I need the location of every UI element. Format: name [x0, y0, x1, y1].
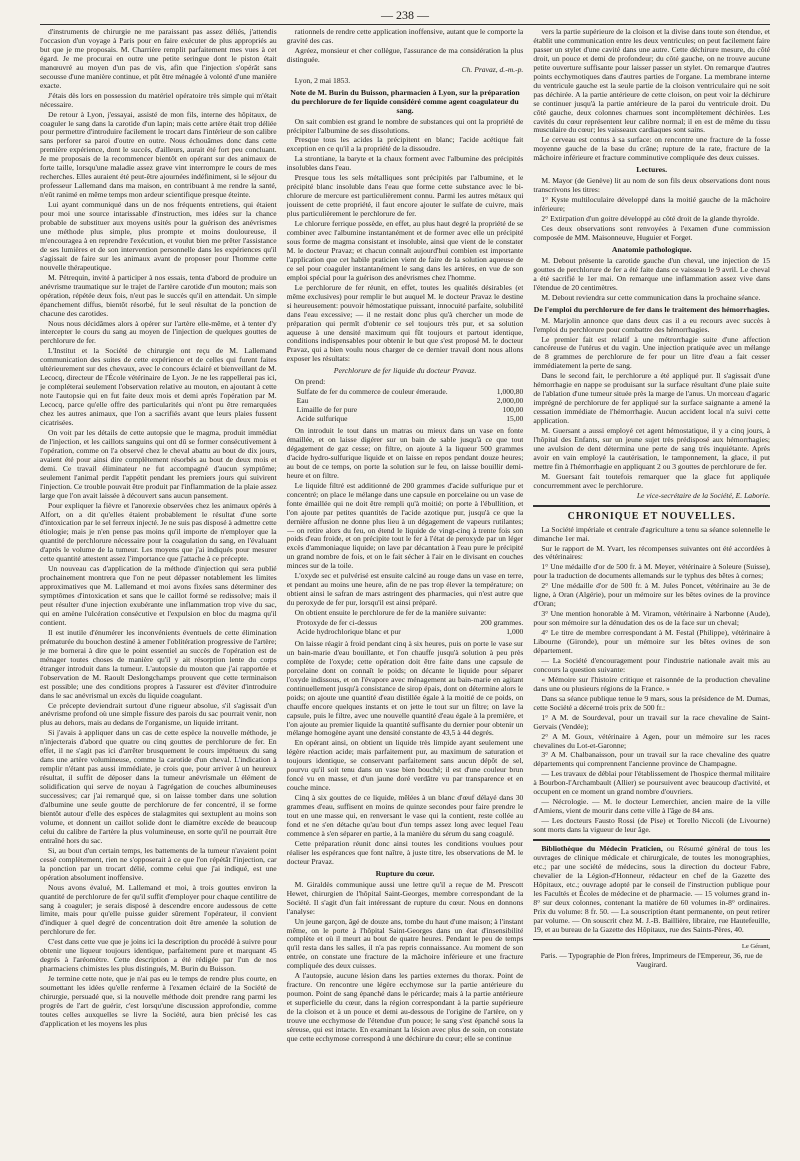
recipe-quantity: 100,00	[502, 405, 524, 415]
process-paragraph: On laisse réagir à froid pendant cinq à six heures, puis on porte le vase sur un bain-marie d'eau bouillante, et l'on chauffe jusqu'à solution à peu près complète de l'oxyde; cette opération doit être faite dans une capsule de porcelaine dont on connaît le poids; on décante le liquide pour séparer l'oxyde indissous, et on l'évapore avec ménagement au bain-marie en agitant continuellement jusqu'à consistance de sirop épais, dont on détermine alors le poids; on ajoute une quantité d'eau distillée égale à la moitié de ce poids, on chauffe encore quelques instants et on jette le tout sur un filtre; on lave la capsule, puis le filtre, avec une nouvelle quantité d'eau égale à la première, et l'on ajoute au premier liquide la quantité suffisante du dernier pour obtenir un mélange homogène ayant une densité constante de 43,5 à 44 degrés.	[286, 638, 524, 738]
gerant-label: Le Gérant,	[741, 942, 771, 950]
chronique-paragraph: 2° A M. Goux, vétérinaire à Agen, pour un mémoire sur les races chevalines du Lot-et-Garonne;	[533, 731, 771, 750]
chronique-paragraph: La Société impériale et centrale d'agriculture a tenu sa séance solennelle le dimanche 1er mai.	[533, 524, 771, 543]
lectures-heading: Lectures.	[636, 165, 668, 175]
recipe-quantity: 1,000	[506, 627, 524, 636]
letter-closing: Agréez, monsieur et cher collègue, l'assurance de ma considération la plus distinguée.	[286, 45, 524, 64]
chronique-paragraph: « Mémoire sur l'histoire critique et raisonnée de la production chevaline dans une ou plusieurs régions de la France. »	[533, 674, 771, 693]
note-paragraph: Presque tous les acides la précipitent en blanc; l'acide acétique fait exception en ce qu'il a la propriété de la dissoudre.	[286, 135, 524, 154]
recipe-list-2	[287, 619, 524, 637]
perchlorure-paragraph: M. Marjolin annonce que dans deux cas il a eu recours avec succès à l'emploi du perchlorure pour combattre des hémorrhagies.	[533, 315, 771, 334]
recipe-list	[287, 388, 524, 424]
bibliotheque-title: Bibliothèque du Médecin Praticien,	[541, 844, 663, 854]
recipe-intro: On prend:	[294, 377, 326, 387]
note-paragraph: Presque tous les sels métalliques sont précipités par l'albumine, et le précipité blanc insoluble dans l'eau que forme cette substance avec le bi-chlorure de mercure est particulièrement connu. Parmi les autres métaux qui jouissent de cette propriété, il faut encore ajouter le sulfate de cuivre, mais plus particulièrement le perchlorure de fer.	[286, 173, 524, 219]
recipe-item: Sulfate de fer du commerce de couleur émeraude.	[296, 387, 448, 397]
section-divider	[533, 839, 770, 841]
article-paragraph: M. Pétrequin, invité à participer à nos essais, tenta d'abord de produire un anévrisme traumatique sur le trajet de l'artère carotide d'un mouton; mais son opération, répétée deux fois, n'eut pas le succès qu'il en attendait. Un simple épanchement diffus, bientôt résorbé, fut le seul résultat de la ponction de chacune des carotides.	[40, 272, 277, 318]
perchlorure-paragraph: M. Guersant fait toutefois remarquer que la glace fut appliquée concurremment avec le perchlorure.	[533, 471, 771, 490]
rupture-paragraph: A l'autopsie, aucune lésion dans les parties externes du thorax. Point de fracture. On rencontre une légère ecchymose sur la partie antérieure du poumon. Point de sang épanché dans le péricarde; mais à la partie antérieure et superficielle du cœur, dans la région correspondant à la partie supérieure de la cloison et à un pouce et demi au-dessous de l'origine de l'artère, on y trouve une ecchymose de l'étendue d'un pouce; le sang s'est épanché sous la séreuse, qui est intacte. En examinant la lésion avec plus de soin, on constate que cette ecchymose correspond à une déchirure du cœur; elle se continue	[286, 971, 524, 1043]
right-intro-paragraphs	[533, 28, 770, 163]
columns	[40, 28, 770, 1150]
article-paragraph: Nous nous décidâmes alors à opérer sur l'artère elle-même, et à tenter d'y intercepter le cours du sang au moyen de l'injection de quelques gouttes de perchlorure de fer.	[40, 318, 277, 346]
recipe-quantity: 2,000,00	[496, 396, 524, 406]
recipe-quantity: 200 grammes.	[480, 618, 524, 628]
rupture-paragraphs	[287, 881, 524, 1044]
imprint-text: Paris. — Typographie de Plon frères, Imprimeurs de l'Empereur, 36, rue de Vaugirard.	[540, 950, 763, 969]
process-paragraph: Cinq à six gouttes de ce liquide, mêlées à un blanc d'œuf délayé dans 30 grammes d'eau, suffisent en moins de quinze secondes pour faire prendre le tout en une masse qui, en renversant le vase qui la contient, reste collée au fond et ne s'en détache qu'au bout d'un temps assez long avec lequel l'eau commence à s'en séparer en partie, à la manière du sérum du sang coagulé.	[286, 793, 524, 838]
chronique-paragraph: — Les travaux de déblai pour l'établissement de l'hospice thermal militaire à Bourbon-l'Archambault (Allier) se poursuivent avec beaucoup d'activité, et occupent en ce moment un grand nombre d'ouvriers.	[533, 769, 771, 797]
perchlorure-paragraph: Dans le second fait, le perchlorure a été appliqué pur. Il s'agissait d'une hémorrhagie en nappe se produisant sur la surface résultant d'une plaie suite de l'ablation d'une tumeur située près la marge de l'anus. Un morceau d'agaric imprégné de perchlorure de fer appliqué sur la surface saignante a amené la cessation immédiate de l'hémorrhagie. Aucun accident local n'a suivi cette application.	[533, 371, 771, 426]
article-paragraph: Si j'avais à appliquer dans un cas de cette espèce la nouvelle méthode, je n'injecterais d'abord que quatre ou cinq gouttes de perchlorure de fer. En effet, il ne s'agit pas ici d'arrêter brusquement le cours impétueux du sang dans une artère volumineuse, comme la carotide d'un cheval. L'indication à remplir n'étant pas aussi immédiate, je crois que, pour arriver à un heureux résultat, il suffit de déposer dans la tumeur anévrismale un élément de solidification qui serve de noyau à l'agrégation de couches albumineuses successives; car j'ai remarqué que, si on laisse tomber dans une solution d'albumine une seule goutte de perchlorure de fer concentré, il se forme bientôt autour d'elle des espèces de stalagmites qui sextuplent au moins son volume, et donnent un caillot solide dont le diamètre excède de beaucoup celui du calibre de l'artère la plus volumineuse, en sorte qu'il ne pourrait être entraîné hors du sac.	[40, 728, 277, 845]
rupture-continuation-paragraph: Le cerveau est contus à sa surface: on rencontre une fracture de la fosse moyenne gauche de la base du crâne; rupture de la rate, fracture de la mâchoire inférieure et fracture comminutive compliquée des deux cuisses.	[533, 135, 771, 163]
process-paragraph: En opérant ainsi, on obtient un liquide très limpide ayant seulement une légère réaction acide; mais parfaitement pur, au maximum de saturation et toujours identique, se conservant parfaitement sans aucun dépôt de sel, pourvu qu'il soit tenu dans un vase bien bouché; il est d'une couleur brun foncé vu en masse, et d'un jaune doré verdâtre vu par transparence et en couche mince.	[286, 738, 524, 793]
process-paragraph: On introduit le tout dans un matras ou mieux dans un vase en fonte émaillée, et on laisse digérer sur un bain de sable jusqu'à ce que tout dégagement de gaz cesse; on filtre, on ajoute à la liqueur 500 grammes d'acide hydro-sulfurique liquide et on laisse en repos pendant douze heures; au bout de ce temps, on porte la solution sur le feu, on laisse bouillir demi-heure et on filtre.	[286, 426, 524, 480]
recipe-item: Acide sulfurique	[296, 414, 348, 424]
process-paragraph: Cette préparation réunit donc ainsi toutes les conditions voulues pour réaliser les espérances que font naître, à juste titre, les observations de M. le docteur Pravaz.	[286, 838, 524, 866]
article-paragraph: Lui ayant communiqué dans un de nos fréquents entretiens, qui étaient pour moi une source intarissable d'instruction, mes idées sur la chance probable de substituer aux moyens usités pour la guérison des anévrismes une méthode plus simple, plus prompte et moins douloureuse, il m'encouragea à en reprendre l'exécution, et voulut bien me prêter l'assistance de ses lumières et de son intervention personnelle dans les expériences qu'il s'agissait de faire sur les animaux avant de proposer pour l'homme cette nouvelle thérapeutique.	[40, 200, 277, 272]
article-paragraph: Nous avons évalué, M. Lallemand et moi, à trois gouttes environ la quantité de perchlorure de fer qu'il suffit d'employer pour chaque centilitre de sang à coaguler; je serais disposé à descendre encore audessous de cette limite, mais pour qu'elle puisse guider sûrement l'opérateur, il convient d'indiquer à quel degré de concentration doit être amenée la solution de perchlorure de fer.	[40, 882, 277, 937]
article-paragraph: Un nouveau cas d'application de la méthode d'injection qui sera publié prochainement montrera que l'on ne peut dépasser notablement les limites approximatives que M. Lallemand et moi avons fixées sans déterminer des symptômes d'intoxication et sans que le caillot formé se redissolve; mais il peut résulter d'une injection exubérante une inflammation trop vive du sac, qui en amène l'ulcération consécutive et l'expulsion en bloc du magma qu'il contient.	[40, 564, 277, 627]
rupture-heading: Rupture du cœur.	[375, 868, 435, 878]
chronique-paragraph: — Les docteurs Fausto Rossi (de Pise) et Torello Niccoli (de Livourne) sont morts dans la vigueur de leur âge.	[533, 816, 771, 835]
process-paragraph: Le liquide filtré est additionné de 200 grammes d'acide sulfurique pur et concentré; on place le mélange dans une capsule en porcelaine ou un vase de fonte émaillée qui ne doit être rempli qu'à moitié; on porte à l'ébullition, et l'on ajoute par petites quantités de l'acide azotique pur, jusqu'à ce que la dernière affusion ne donne plus lieu à un dégagement de vapeurs rutilantes; — on retire alors du feu, on étend le liquide de vingt-cinq à trente fois son poids d'eau froide, et on précipite tout le fer à l'état de peroxyde par un léger excès d'ammoniaque liquide; on lave par décantation à l'eau pure le précipité un grand nombre de fois, et on le fait sécher à l'air en le divisant en couches minces sur de la toile.	[286, 480, 524, 571]
chronique-paragraph: 1° Une médaille d'or de 500 fr. à M. Meyer, vétérinaire à Soleure (Suisse), pour la traduction de documents allemands sur le typhus des bêtes à cornes;	[533, 562, 771, 581]
chronique-heading: CHRONIQUE ET NOUVELLES.	[567, 510, 736, 522]
recipe-quantity: 15,00	[506, 414, 524, 424]
chronique-paragraph: 1° A M. de Sourdeval, pour un travail sur la race chevaline de Saint-Gervais (Vendée);	[533, 712, 771, 731]
anatomie-paragraph: M. Debout présente la carotide gauche d'un cheval, une injection de 15 gouttes de perchlorure de fer a été faite dans ce vaisseau le 9 avril. Le cheval a été sacrifié le 1er mai. On remarque une inflammation assez vive dans l'étendue de 20 centimètres.	[533, 255, 771, 292]
article-paragraph: Il est inutile d'énumérer les inconvénients éventuels de cette élimination prématurée du bouchon destiné à amener l'oblitération progressive de l'artère; je me bornerai à dire que le point essentiel au succès de l'opération est de ménager toutes choses de manière qu'il y ait résorption lente du corps étranger introduit dans la tumeur. L'autopsie du mouton que j'ai rapportée et l'observation de M. Raoult Deslongchamps prouvent que cette terminaison est possible; une des conditions propres à l'assurer est d'éviter d'introduire dans le sac anévrismal un excès du liquide coagulant.	[40, 627, 277, 700]
rupture-paragraph: M. Giraldès communique aussi une lettre qu'il a reçue de M. Prescott Hewet, chirurgien de l'hôpital Saint-Georges, membre correspondant de la Société. Il s'agit d'un fait intéressant de rupture du cœur. Nous en donnons l'analyse:	[286, 879, 524, 916]
lectures-note: Ces deux observations sont renvoyées à l'examen d'une commission composée de MM. Maisonneuve, Huguier et Forget.	[533, 224, 771, 242]
rupture-paragraph: Un jeune garçon, âgé de douze ans, tombe du haut d'une maison; à l'instant même, on le porte à l'hôpital Saint-Georges dans un état d'insensibilité complète et où il meurt au bout de quatre heures. Pendant le peu de temps qu'il resta dans les salles, il n'a pas repris connaissance. Au moment de son entrée, on constate une fracture de la mâchoire inférieure et une fracture compliquée des deux cuisses.	[286, 916, 524, 971]
recipe-row	[287, 388, 524, 397]
lecture-title: 1° Kyste multiloculaire développé dans la moitié gauche de la mâchoire inférieure;	[533, 195, 771, 214]
process-paragraphs-2	[287, 640, 524, 867]
note-paragraph: Le chlorure ferrique possède, en effet, au plus haut degré la propriété de se combiner avec l'albumine instantanément et de former avec elle un précipité sous forme de magma consistant et insoluble, ainsi que vient de le constater M. le docteur Pravaz; et chacun connaît aujourd'hui combien est importante l'application que cet habile praticien vient de faire de la solution aqueuse de ce sel pour coaguler instantanément le sang dans les artères, en vue de son emploi spécial pour la guérison des anévrismes chez l'homme.	[286, 219, 524, 282]
note-paragraphs	[287, 118, 524, 365]
anatomie-paragraphs	[533, 257, 770, 303]
right-column	[533, 28, 770, 1150]
imprint-footer	[533, 939, 770, 969]
lectures-intro: M. Mayor (de Genève) lit au nom de son fils deux observations dont nous transcrivons les titres:	[533, 176, 771, 195]
bibliotheque-notice	[533, 845, 770, 935]
chronique-paragraph: Sur le rapport de M. Yvart, les récompenses suivantes ont été accordées à des vétérinaires:	[533, 543, 771, 562]
article-paragraph: Ce précepte deviendrait surtout d'une rigueur absolue, s'il s'agissait d'un anévrisme profond où une simple fissure des parois du sac pourrait venir, non plus au dehors, mais au dedans de l'organisme, un liquide irritant.	[40, 700, 277, 728]
letter-intro: rationnels de rendre cette application inoffensive, autant que le comporte la gravité des cas.	[286, 28, 524, 45]
letter-signature: Ch. Pravaz, d.-m.-p.	[461, 64, 524, 74]
perchlorure-heading: De l'emploi du perchlorure de fer dans le traitement des hémorrhagies.	[533, 304, 770, 314]
recipe-item: Protoxyde de fer ci-dessus	[296, 618, 378, 628]
letter-dateline: Lyon, 2 mai 1853.	[294, 75, 351, 85]
perchlorure-paragraph: Le premier fait est relatif à une métrorrhagie suite d'une affection cancéreuse de l'utérus et du vagin. Une injection pratiquée avec un mélange de 8 grammes de perchlorure de fer pour un litre d'eau a fait cesser immédiatement la perte de sang.	[533, 334, 771, 371]
rupture-continuation-paragraph: vers la partie supérieure de la cloison et la divise dans toute son étendue, et établit une communication entre les deux ventricules; on peut facilement faire passer un stylet d'une cavité dans une autre. Cette déchirure mesure, du côté droit, un pouce et demi de profondeur; du côté gauche, on ne trouve aucune petite ouverture suffisante pour laisser passer un stylet. On remarque d'autres points ecchymotiques dans d'autres parties de l'organe. La membrane interne du ventricule gauche est la seule partie de la cloison ventriculaire qui ne soit pas déchirée. A la partie antérieure de cette cloison, on peut voir la déchirure se continuer jusqu'à la partie antérieure de la paroi du ventricule droit. Du côté gauche, deux colonnes charnues sont incomplètement déchirées. Les cavités du cœur représentent leur calibre normal; il en est de même du tissu musculaire du cœur; les vaisseaux cardiaques sont sains.	[533, 28, 771, 135]
lecture-title: 2° Extirpation d'un goitre développé au côté droit de la glande thyroïde.	[541, 214, 760, 224]
chronique-paragraph: 3° A M. Chalbanaisson, pour un travail sur la race chevaline des quatre départements qui comprennent l'ancienne province de Champagne.	[533, 750, 771, 769]
anatomie-heading: Anatomie pathologique.	[611, 244, 692, 254]
article-paragraph: J'étais dès lors en possession du matériel opératoire très simple qui m'était nécessaire.	[40, 90, 277, 109]
anatomie-paragraph: M. Debout reviendra sur cette communication dans la prochaine séance.	[541, 292, 761, 302]
note-paragraph: On sait combien est grand le nombre de substances qui ont la propriété de précipiter l'albumine de ses dissolutions.	[286, 116, 524, 135]
article-paragraph: Je termine cette note, que je n'ai pas eu le temps de rendre plus courte, en soumettant les idées qu'elle renferme à l'examen éclairé de la Société de chirurgie, persuadé que, si la nouvelle méthode doit prendre rang parmi les progrès de l'art de guérir, c'est lorsqu'une discussion approfondie, comme toutes celles auxquelles se livre la Société, aura bien précisé les cas d'application et les moyens les plus	[40, 974, 277, 1028]
recipe-row	[287, 415, 524, 424]
article-paragraph: L'Institut et la Société de chirurgie ont reçu de M. Lallemand communication des suites de cette expérience et de celles qui furent faites ultérieurement sur des chevaux, avec le concours éclairé et bienveillant de M. Lecocq, directeur de l'École vétérinaire de Lyon. Je ne les rappellerai pas ici, je compléterai seulement l'observation relative au mouton, en ajoutant à cette note l'autopsie qui en fut faite deux mois et demi après l'opération par M. Lecocq, parce qu'elle offre des particularités qui n'ont pu être remarquées chez les autres animaux, que l'on a sacrifiés avant que leurs plaies fussent cicatrisées.	[40, 346, 277, 427]
note-paragraph: La strontiane, la baryte et la chaux forment avec l'albumine des précipités insolubles dans l'eau.	[286, 154, 524, 173]
article-paragraph: Si, au bout d'un certain temps, les battements de la tumeur n'avaient point cessé complètement, rien ne s'opposerait à ce que l'on répétât l'injection, car la ponction par un trocart délié, comme celui que j'ai indiqué, est une opération absolument inoffensive.	[40, 845, 277, 882]
article-paragraph: Pour expliquer la fièvre et l'anorexie observées chez les animaux opérés à Alfort, on a dit qu'elles étaient probablement le résultat d'une sorte d'intoxication par le sel ferreux injecté. Je ne suis pas disposé à admettre cette étiologie; mais je n'en pense pas moins qu'il importe de n'employer que la quantité de perchlorure nécessaire pour la coagulation du sang, en l'évaluant d'après le volume de la tumeur. Les moyens que j'ai indiqués pour mesurer cette quantité attestent assez l'importance que j'attache à ce précepte.	[40, 500, 277, 564]
chronique-paragraphs	[533, 526, 770, 835]
chronique-paragraph: 3° Une mention honorable à M. Viramon, vétérinaire à Narbonne (Aude), pour son mémoire sur la dénudation des os de la face sur un cheval;	[533, 609, 771, 628]
process-paragraph: L'oxyde sec et pulvérisé est ensuite calciné au rouge dans un vase en terre, et pendant au moins une heure, afin de ne pas trop élever la température; on obtient ainsi le safran de mars astringent des pharmacies, qui n'est autre que du peroxyde de fer pur, lorsqu'il est ainsi préparé.	[286, 571, 524, 608]
bibliotheque-text: ou Résumé général de tous les ouvrages de clinique médicale et chirurgicale, de toutes les monographies, etc.; par une société de médecins, sous la direction du docteur Fabre, chevalier de la Légion-d'Honneur, rédacteur en chef de la Gazette des Hôpitaux, etc.; ouvrage adopté par le conseil de l'instruction publique pour les Facultés et Écoles de médecine et de pharmacie. — 15 volumes grand in-8° sur deux colonnes, contenant la matière de 60 volumes in-8° ordinaires. Prix du volume: 8 fr. 50. — La souscription étant permanente, on peut retirer par volume. — On souscrit chez M. J.-B. Baillière, libraire, rue Hautefeuille, 19, et au bureau de la Gazette des Hôpitaux, rue des Saints-Pères, 40.	[533, 844, 771, 934]
article-paragraph: C'est dans cette vue que je joins ici la description du procédé à suivre pour obtenir une liqueur toujours identique, parfaitement pure et marquant 45 degrés à l'aréomètre. Cette description a été rédigée par l'un de nos pharmaciens chimistes les plus distingués, M. Burin du Buisson.	[40, 937, 277, 974]
perchlorure-paragraphs	[533, 317, 770, 491]
left-column	[40, 28, 277, 1150]
chronique-paragraph: — Nécrologie. — M. le docteur Lemerchier, ancien maire de la ville d'Amiens, vient de mourir dans cette ville à l'âge de 84 ans.	[533, 797, 771, 816]
note-heading: Note de M. Burin du Buisson, pharmacien à Lyon, sur la préparation du perchlorure de fer liquide considéré comme agent coagulateur du sang.	[290, 87, 520, 115]
section-divider	[533, 505, 770, 507]
recipe-item: Eau	[296, 396, 309, 406]
perchlorure-paragraph: M. Guersant a aussi employé cet agent hémostatique, il y a cinq jours, à l'hôpital des Enfants, sur un jeune sujet très prédisposé aux hémorrhagies; une avulsion de dent détermina une perte de sang très inquiétante. Après avoir en vain employé la cautérisation, le tamponnement, la glace, il put mettre fin à l'hémorrhagie en appliquant 2 ou 3 gouttes de perchlorure de fer.	[533, 426, 771, 471]
middle-column	[287, 28, 524, 1150]
article-paragraph: On voit par les détails de cette autopsie que le magma, produit immédiat de l'injection, et les caillots sanguins qui ont dû se former consécutivement à l'opération, comme on l'a observé chez le cheval abattu au bout de dix jours, avaient été pour ainsi dire complètement résorbés au bout de deux mois et demi. Ce travail éliminateur ne fut accompagné d'aucun symptôme; seulement l'animal perdit l'appétit pendant les premiers jours qui suivirent l'injection. Ce trouble pouvait être produit par l'inflammation de la plaie assez large que l'on avait laissée à découvert sans aucun pansement.	[40, 427, 277, 500]
recipe-quantity: 1,000,80	[496, 387, 524, 397]
secretary-signature: Le vice-secrétaire de la Société, E. Laborie.	[636, 490, 771, 500]
page-number: — 238 —	[40, 8, 770, 25]
article-paragraph: De retour à Lyon, j'essayai, assisté de mon fils, interne des hôpitaux, de coaguler le sang dans la carotide d'un lapin; mais cette artère était trop déliée pour permettre d'introduire facilement le trocart dans l'intérieur de son calibre sans perforer sa paroi d'outre en outre. Nous échouâmes donc dans cette première expérience, dont le succès, d'ailleurs, aurait été fort peu concluant. Je me proposais de la recommencer bientôt en opérant sur des animaux de forte taille, lorsqu'une maladie assez grave vint interrompre le cours de mes recherches. Elles auraient été peut-être ajournées indéfiniment, si le séjour du professeur Lallemand dans ma maison, en contribuant à me rendre la santé, n'eût ranimé en même temps mon ardeur scientifique presque éteinte.	[40, 109, 277, 200]
recipe-subheading: Perchlorure de fer liquide du docteur Pravaz.	[333, 366, 477, 376]
chronique-paragraph: Dans sa séance publique tenue le 9 mars, sous la présidence de M. Dumas, cette Société a décerné trois prix de 500 fr.:	[533, 693, 771, 712]
lectures-items	[533, 196, 770, 224]
process-paragraph: On obtient ensuite le perchlorure de fer de la manière suivante:	[294, 608, 487, 618]
chronique-paragraph: 4° Le titre de membre correspondant à M. Festal (Philippe), vétérinaire à Libourne (Gironde), pour un mémoire sur les bêtes ovines de son département.	[533, 628, 771, 655]
chronique-paragraph: 2° Une médaille d'or de 500 fr. à M. Jules Poncet, vétérinaire au 3e de ligne, à Oran (Algérie), pour un mémoire sur les bêtes ovines de la province d'Oran;	[533, 581, 771, 609]
chronique-paragraph: — La Société d'encouragement pour l'industrie nationale avait mis au concours la question suivante:	[533, 655, 771, 674]
recipe-item: Acide hydrochlorique blanc et pur	[296, 627, 401, 636]
recipe-row	[287, 628, 524, 637]
note-paragraph: Le perchlorure de fer réunit, en effet, toutes les qualités désirables (et même exclusives) pour remplir le but auquel M. le docteur Pravaz le destine si heureusement: pouvoir hémostatique puissant, innocuité parfaite, solubilité dans l'eau excessive; — il ne restait donc plus qu'à chercher un mode de préparation qui permît d'obtenir ce sel toujours très pur, et sa solution aqueuse à une densité maximum qui fût toujours et partout identique, conditions indispensables pour obtenir le but que s'est proposé M. le docteur Pravaz, qui a bien voulu nous charger de ce dernier travail dont nous allons exposer les résultats:	[286, 282, 524, 364]
process-paragraphs	[287, 427, 524, 618]
recipe-item: Limaille de fer pure	[296, 405, 358, 415]
article-paragraph: d'instruments de chirurgie ne me paraissant pas assez déliés, j'attendis l'occasion d'un voyage à Paris pour en faire exécuter de plus appropriés au but que je me proposais. M. Charrière remplit parfaitement mes vues à cet égard. Je me procurai en outre une petite seringue dont le piston était manœuvré au moyen d'un pas de vis, afin que l'injection s'opérât sans secousse d'une manière continue, et pût être ménagée à volonté d'une manière exacte.	[40, 28, 277, 90]
